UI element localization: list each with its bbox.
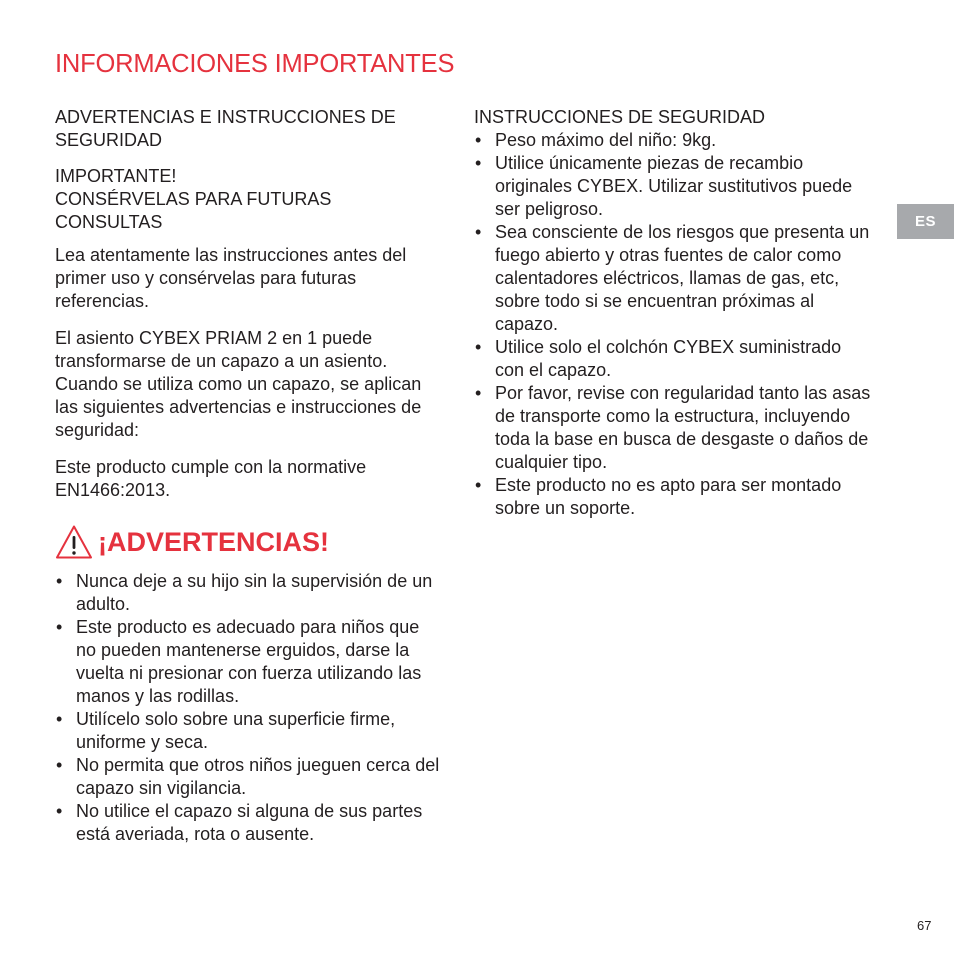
list-item: • Utilice únicamente piezas de recambio originales CYBEX. Utilizar sustitutivos puede ser peligroso. [474, 152, 874, 221]
important-label: IMPORTANTE! [55, 166, 177, 186]
warning-header [55, 517, 440, 567]
norm-paragraph: Este producto cumple con la normative EN1466:2013. [55, 457, 367, 500]
safety-heading: ADVERTENCIAS E INSTRUCCIONES DE SEGURIDAD [55, 107, 396, 150]
list-item: • Por favor, revise con regularidad tanto las asas de transporte como la estructura, incluyendo toda la base en busca de desgaste o daños de cualquier tipo. [474, 382, 874, 474]
list-item: • Sea consciente de los riesgos que presenta un fuego abierto y otras fuentes de calor como calentadores eléctricos, llamas de gas, etc, sobre todo si se encuentran próximas al capazo. [474, 221, 874, 336]
list-item: • Este producto no es apto para ser montado sobre un soporte. [474, 474, 874, 520]
list-item: • Utilice solo el colchón CYBEX suministrado con el capazo. [474, 336, 874, 382]
keep-for-reference-label: CONSÉRVELAS PARA FUTURAS CONSULTAS [55, 189, 332, 232]
page-number: 67 [917, 918, 932, 933]
list-item: • Este producto es adecuado para niños que no pueden mantenerse erguidos, darse la vuelta ni presionar con fuerza utilizando las manos y las rodillas. [55, 616, 440, 708]
safety-instructions-list [474, 129, 874, 520]
warning-triangle-icon [55, 524, 93, 560]
list-item: • No utilice el capazo si alguna de sus partes está averiada, rota o ausente. [55, 800, 440, 846]
list-item: • Nunca deje a su hijo sin la supervisión de un adulto. [55, 570, 440, 616]
warning-list [55, 570, 440, 846]
page-title: INFORMACIONES IMPORTANTES [55, 50, 455, 78]
right-column [474, 106, 874, 520]
warning-title: ¡ADVERTENCIAS! [98, 526, 330, 557]
safety-instructions-heading: INSTRUCCIONES DE SEGURIDAD [474, 107, 766, 127]
intro-paragraph: Lea atentamente las instrucciones antes del primer uso y consérvelas para futuras referencias. [55, 245, 407, 311]
language-tab: ES [897, 204, 954, 239]
list-item: • No permita que otros niños jueguen cerca del capazo sin vigilancia. [55, 754, 440, 800]
list-item: • Peso máximo del niño: 9kg. [474, 129, 874, 152]
list-item: • Utilícelo solo sobre una superficie firme, uniforme y seca. [55, 708, 440, 754]
product-paragraph: El asiento CYBEX PRIAM 2 en 1 puede transformarse de un capazo a un asiento. Cuando se utiliza como un capazo, se aplican las siguientes advertencias e instrucciones de seguridad: [55, 328, 422, 440]
left-column [55, 106, 440, 846]
